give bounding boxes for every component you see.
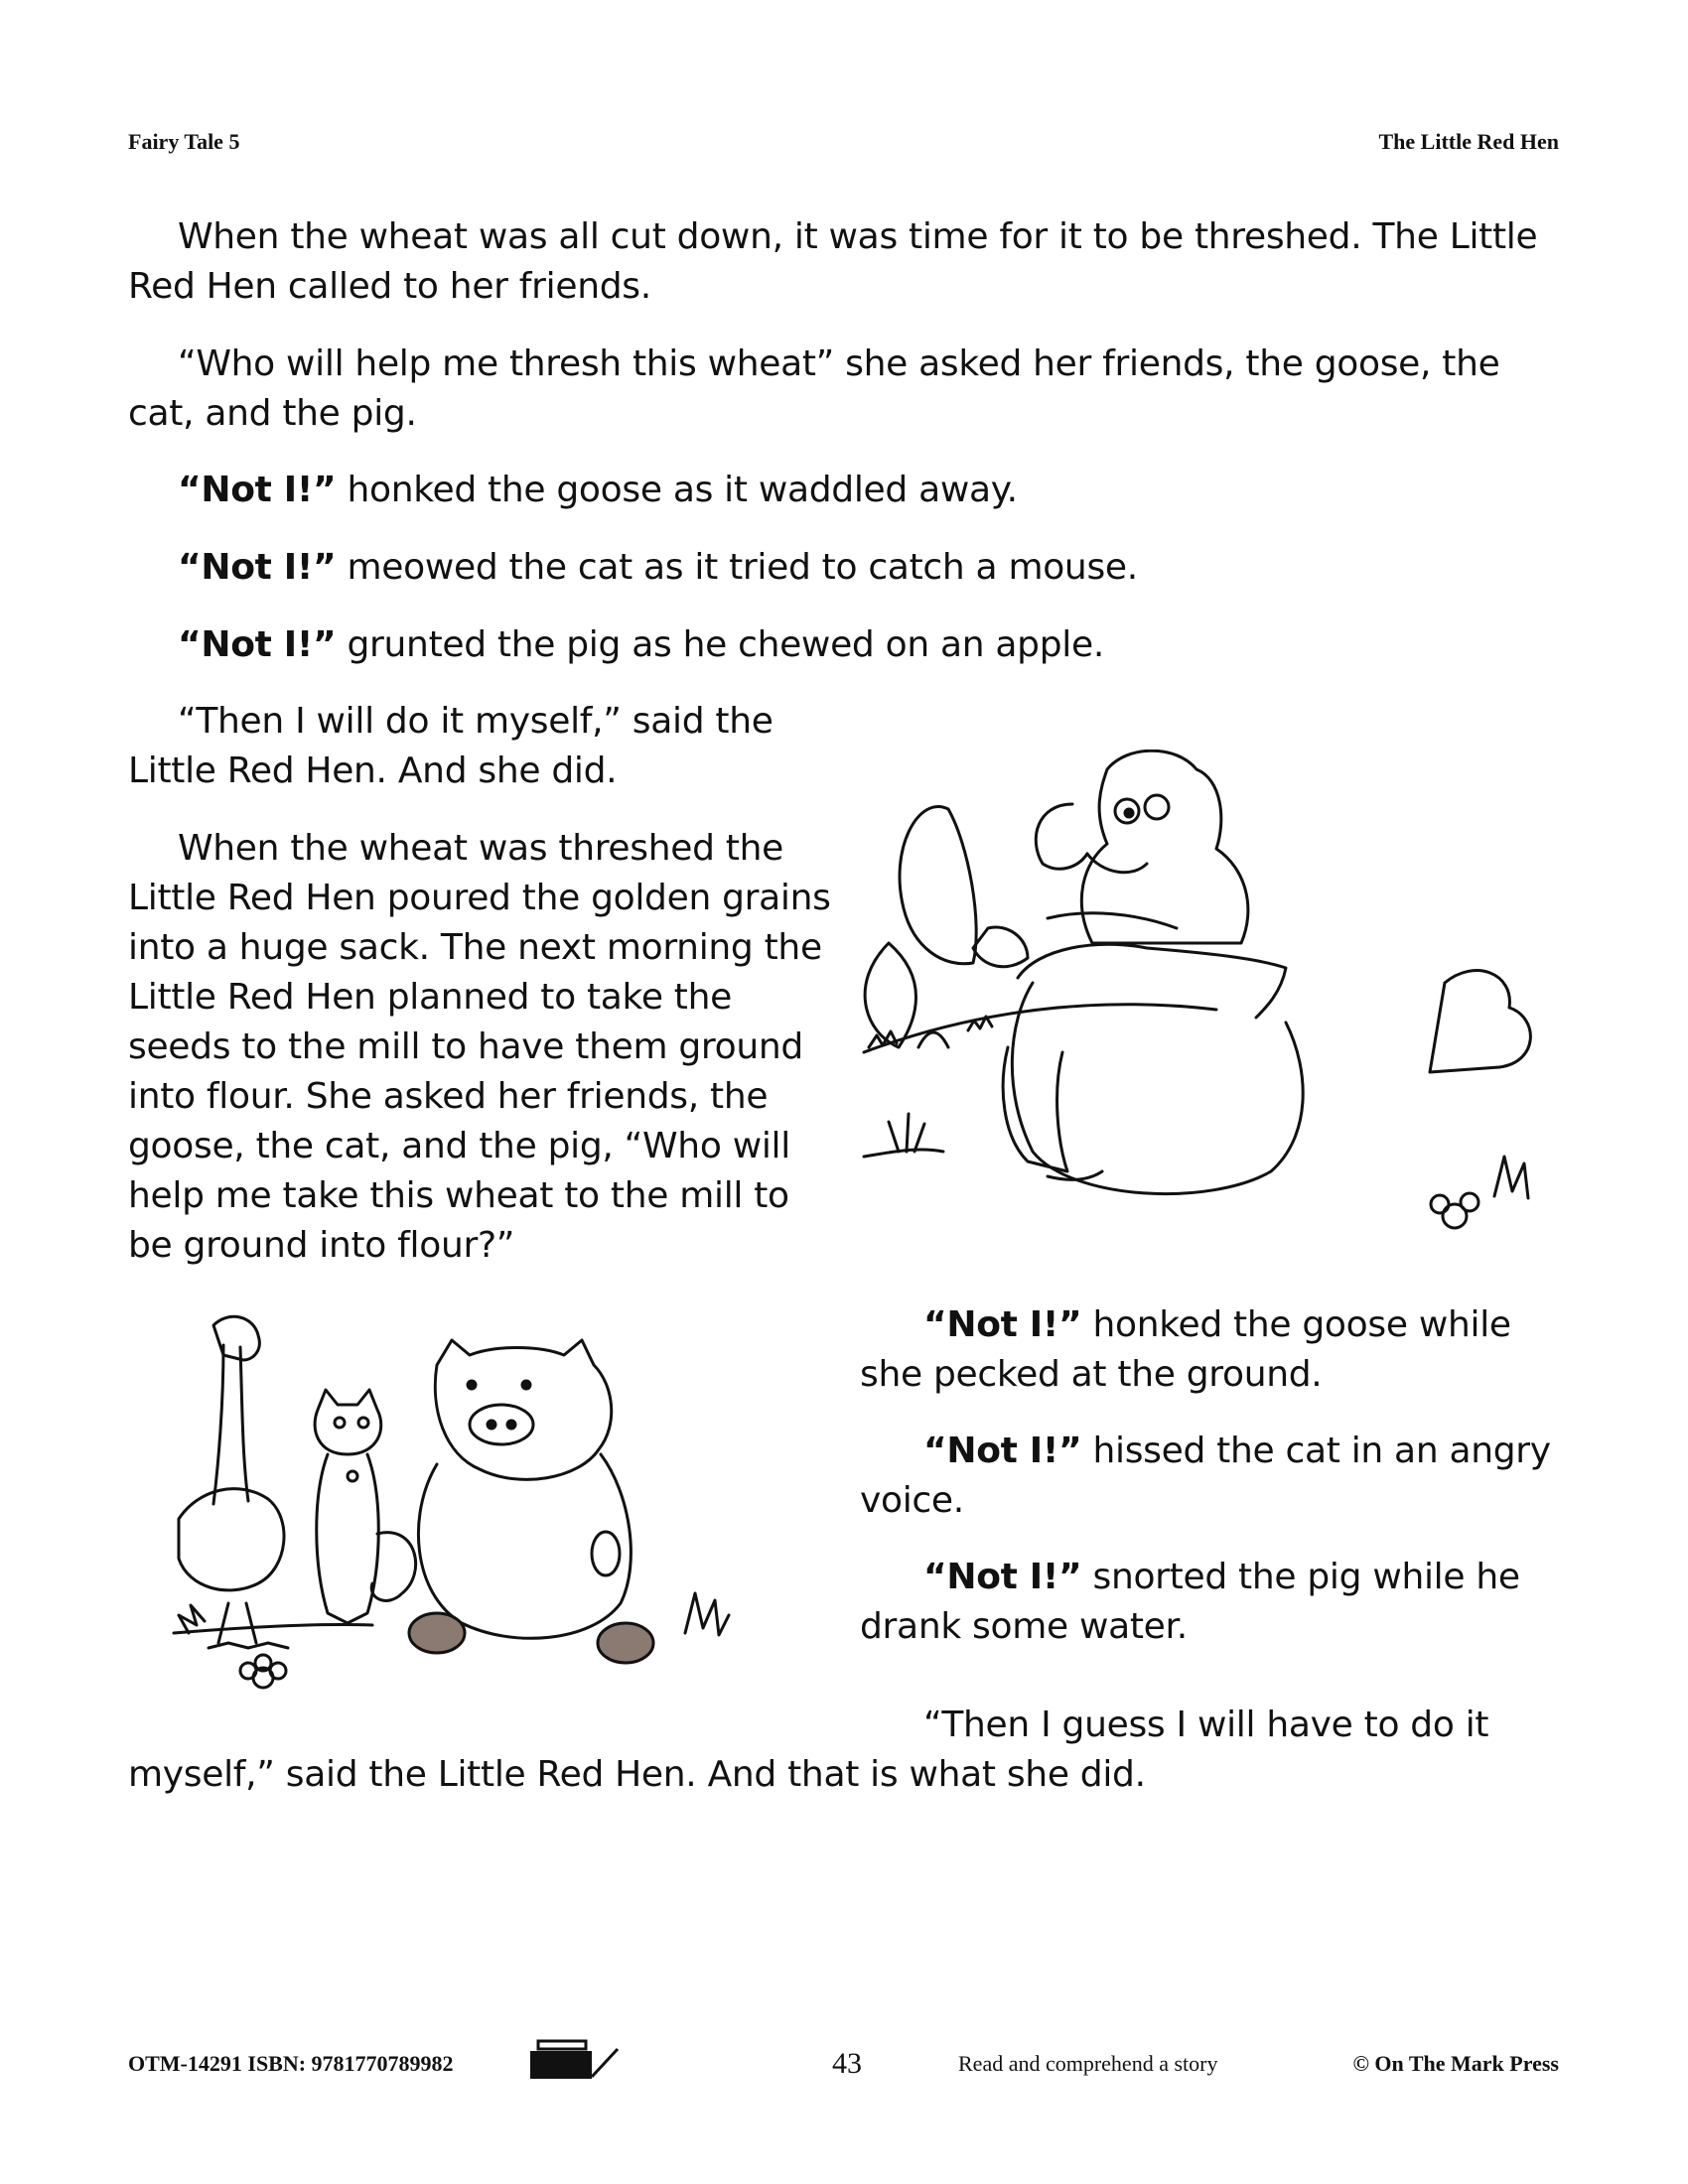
footer-copyright: © On The Mark Press	[1352, 2051, 1559, 2076]
dialogue-not-i: “Not I!”	[923, 1431, 1082, 1471]
dialogue-not-i: “Not I!”	[178, 624, 337, 665]
header-story-title: The Little Red Hen	[1378, 129, 1559, 154]
story-paragraph-4: “Not I!” meowed the cat as it tried to catch a mouse.	[178, 547, 1138, 588]
story-paragraph-9: “Not I!” hissed the cat in an angry voice.	[860, 1431, 1551, 1521]
book-logo-icon	[528, 2037, 624, 2085]
goose-cat-pig-illustration	[169, 1305, 814, 1703]
header-series-label: Fairy Tale 5	[128, 129, 240, 154]
dialogue-not-i: “Not I!”	[923, 1557, 1082, 1597]
page-number: 43	[832, 2047, 862, 2080]
story-paragraph-3: “Not I!” honked the goose as it waddled away.	[178, 470, 1018, 510]
story-paragraph-11: “Then I guess I will have to do it myself,” said the Little Red Hen. And that is what she did.	[128, 1705, 1489, 1795]
story-paragraph-7: When the wheat was threshed the Little Red Hen poured the golden grains into a huge sack. The next morning the Little Red Hen planned to take the seeds to the mill to have them ground into flour. She asked her friends, the goose, the cat, and the pig, “Who will help me take this wheat to the mill to be ground into flour?”	[128, 828, 831, 1266]
story-paragraph-10: “Not I!” snorted the pig while he drank some water.	[860, 1557, 1520, 1647]
footer-skill-label: Read and comprehend a story	[958, 2051, 1218, 2076]
story-paragraph-8: “Not I!” honked the goose while she pecked at the ground.	[860, 1304, 1511, 1395]
story-paragraph-2: “Who will help me thresh this wheat” she asked her friends, the goose, the cat, and the pig.	[128, 343, 1500, 434]
dialogue-not-i: “Not I!”	[178, 470, 337, 510]
footer-product-code: OTM-14291 ISBN: 9781770789982	[128, 2051, 454, 2076]
story-paragraph-5: “Not I!” grunted the pig as he chewed on an apple.	[178, 624, 1104, 665]
story-paragraph-1: When the wheat was all cut down, it was time for it to be threshed. The Little Red Hen called to her friends.	[128, 216, 1538, 307]
story-paragraph-6: “Then I will do it myself,” said the Little Red Hen. And she did.	[128, 701, 774, 791]
hen-with-sack-illustration	[859, 750, 1554, 1256]
dialogue-not-i: “Not I!”	[923, 1304, 1082, 1345]
dialogue-not-i: “Not I!”	[178, 547, 337, 588]
